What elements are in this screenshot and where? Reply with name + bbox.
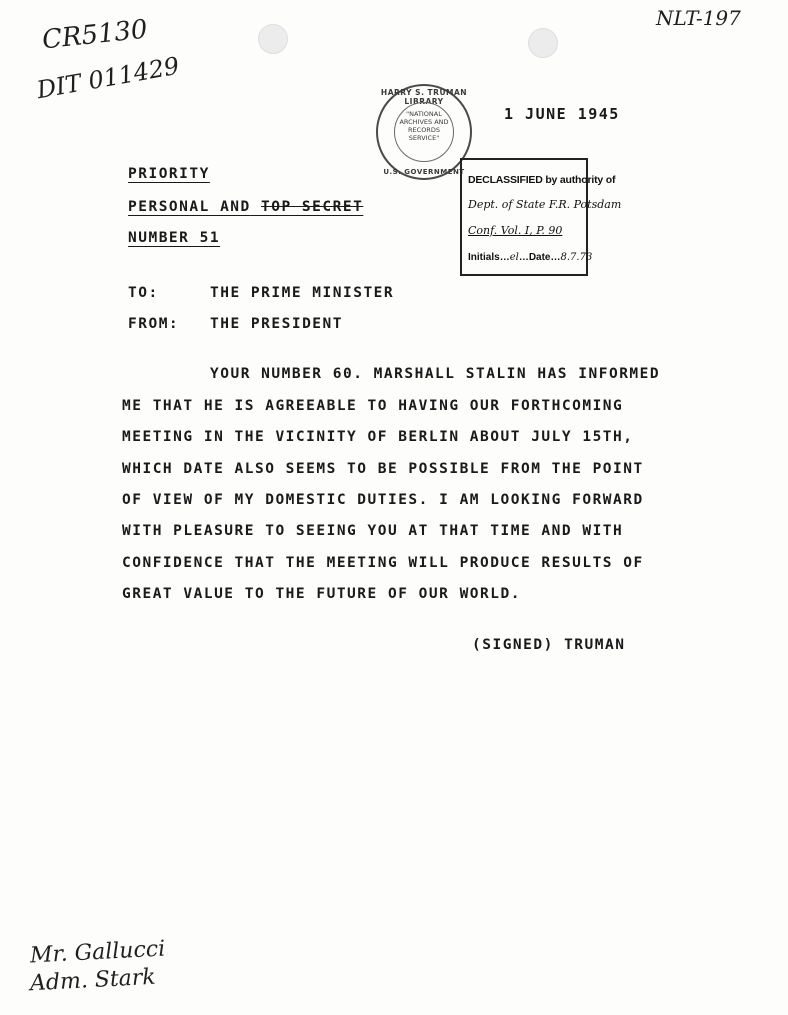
handwritten-note-2: Adm. Stark bbox=[29, 964, 157, 997]
priority-label: PRIORITY bbox=[128, 166, 210, 182]
seal-top-text: HARRY S. TRUMAN LIBRARY bbox=[380, 88, 468, 106]
message-number: NUMBER 51 bbox=[128, 230, 221, 246]
stamp-volume-line: Conf. Vol. I, P. 90 bbox=[468, 224, 563, 237]
declassified-stamp bbox=[460, 158, 622, 276]
stamp-date-value: 8.7.73 bbox=[560, 252, 593, 263]
classification-struck: TOP SECRET bbox=[261, 199, 364, 215]
stamp-title: DECLASSIFIED by authority of bbox=[468, 174, 616, 186]
body-line: ME THAT HE IS AGREEABLE TO HAVING OUR FORTHCOMING bbox=[122, 398, 624, 414]
seal-center-text: "NATIONAL ARCHIVES AND RECORDS SERVICE" bbox=[399, 110, 449, 142]
stamp-initials-date: Initials…el…Date…8.7.73 bbox=[468, 252, 593, 263]
body-line: WHICH DATE ALSO SEEMS TO BE POSSIBLE FROM THE POINT bbox=[122, 461, 644, 477]
from-value: THE PRESIDENT bbox=[210, 316, 343, 332]
handwritten-note-1: Mr. Gallucci bbox=[29, 936, 166, 969]
body-line: GREAT VALUE TO THE FUTURE OF OUR WORLD. bbox=[122, 586, 521, 602]
handwritten-code-top-left: CR5130 bbox=[40, 14, 149, 56]
body-line: CONFIDENCE THAT THE MEETING WILL PRODUCE RESULTS OF bbox=[122, 555, 644, 571]
stamp-initials-value: el bbox=[509, 252, 519, 263]
body-line: WITH PLEASURE TO SEEING YOU AT THAT TIME AND WITH bbox=[122, 523, 624, 539]
library-seal bbox=[376, 84, 472, 180]
to-value: THE PRIME MINISTER bbox=[210, 285, 395, 301]
from-label: FROM: bbox=[128, 316, 180, 332]
body-line: OF VIEW OF MY DOMESTIC DUTIES. I AM LOOKING FORWARD bbox=[122, 492, 644, 508]
to-label: TO: bbox=[128, 285, 159, 301]
seal-bottom-text: U.S. GOVERNMENT bbox=[383, 168, 465, 176]
handwritten-reference-top-left: DIT 011429 bbox=[34, 51, 182, 105]
classification-line bbox=[128, 199, 363, 215]
stamp-initials-label: Initials bbox=[468, 252, 500, 263]
classification-personal: PERSONAL AND bbox=[128, 199, 251, 215]
handwritten-code-top-right: NLT-197 bbox=[656, 6, 741, 30]
stamp-date-label: Date bbox=[528, 252, 551, 263]
body-line: YOUR NUMBER 60. MARSHALL STALIN HAS INFORMED bbox=[210, 366, 661, 382]
signature: (SIGNED) TRUMAN bbox=[472, 637, 626, 653]
punch-hole-right bbox=[528, 28, 558, 58]
body-line: MEETING IN THE VICINITY OF BERLIN ABOUT JULY 15TH, bbox=[122, 429, 634, 445]
document-date: 1 JUNE 1945 bbox=[504, 105, 620, 123]
stamp-authority-line: Dept. of State F.R. Potsdam bbox=[468, 198, 622, 211]
punch-hole-left bbox=[258, 24, 288, 54]
